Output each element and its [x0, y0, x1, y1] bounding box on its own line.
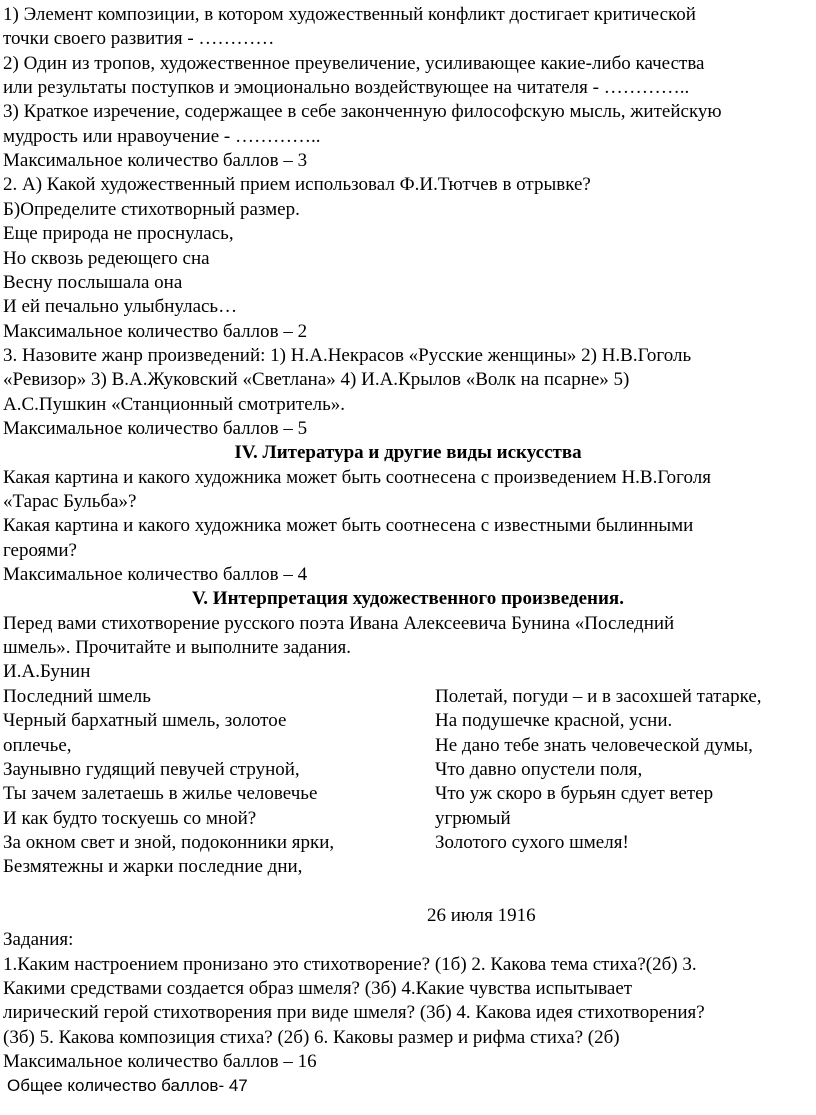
text-line: Какая картина и какого художника может быть соотнесена с произведением Н.В.Гоголя — [3, 466, 711, 488]
text-line: лирический герой стихотворения при виде шмеля? (3б) 4. Какова идея стихотворения? — [3, 1002, 705, 1024]
text-line: (3б) 5. Какова композиция стиха? (2б) 6. Каковы размер и рифма стиха? (2б) — [3, 1026, 620, 1048]
text-line: «Тарас Бульба»? — [3, 491, 137, 512]
text-line: Максимальное количество баллов – 4 — [3, 564, 308, 586]
text-line: 1) Элемент композиции, в котором художественный конфликт достигает критической — [3, 4, 696, 25]
text-line: Но сквозь редеющего сна — [3, 247, 210, 269]
poem-line-left: Ты зачем залетаешь в жилье человечье — [3, 783, 318, 805]
poem-line-left: Безмятежны и жарки последние дни, — [3, 856, 303, 878]
poem-line-right: Не дано тебе знать человеческой думы, — [435, 734, 753, 756]
text-line: Перед вами стихотворение русского поэта Ивана Алексеевича Бунина «Последний — [3, 612, 675, 634]
poem-line-left: И как будто тоскуешь со мной? — [3, 807, 257, 829]
text-line: И.А.Бунин — [3, 661, 91, 683]
poem-line-left: Заунывно гудящий певучей струной, — [3, 758, 300, 780]
poem-line-right: На подушечке красной, усни. — [435, 710, 673, 732]
text-line: 2. А) Какой художественный прием использовал Ф.И.Тютчев в отрывке? — [3, 174, 591, 196]
text-line: 1.Каким настроением пронизано это стихотворение? (1б) 2. Какова тема стиха?(2б) 3. — [3, 953, 697, 975]
poem-line-left: оплечье, — [3, 734, 72, 756]
text-line: точки своего развития - ………… — [3, 28, 275, 50]
poem-line-left: Черный бархатный шмель, золотое — [3, 710, 287, 732]
text-line: И ей печально улыбнулась… — [3, 296, 238, 318]
poem-line-right: Что уж скоро в бурьян сдует ветер — [435, 783, 714, 805]
text-line: 3. Назовите жанр произведений: 1) Н.А.Некрасов «Русские женщины» 2) Н.В.Гоголь — [3, 344, 692, 366]
text-line: «Ревизор» 3) В.А.Жуковский «Светлана» 4) И.А.Крылов «Волк на псарне» 5) — [3, 369, 630, 391]
section-heading: IV. Литература и другие виды искусства — [234, 442, 582, 464]
text-line: Максимальное количество баллов – 2 — [3, 320, 308, 342]
text-line: героями? — [3, 539, 77, 561]
text-line: Весну послышала она — [3, 271, 183, 293]
poem-line-right: Золотого сухого шмеля! — [435, 831, 629, 853]
text-line: шмель». Прочитайте и выполните задания. — [3, 637, 352, 659]
text-line: Б)Определите стихотворный размер. — [3, 198, 300, 220]
poem-date: 26 июля 1916 — [427, 904, 536, 926]
text-line: 2) Один из тропов, художественное преувеличение, усиливающее какие-либо качества — [3, 52, 705, 74]
section-heading: V. Интерпретация художественного произведения. — [192, 588, 624, 610]
text-line: Еще природа не проснулась, — [3, 223, 234, 245]
text-line: Какая картина и какого художника может быть соотнесена с известными былинными — [3, 515, 694, 537]
total-score: Общее количество баллов- 47 — [7, 1076, 248, 1096]
text-line: Максимальное количество баллов – 16 — [3, 1051, 317, 1073]
text-line: А.С.Пушкин «Станционный смотритель». — [3, 393, 346, 415]
poem-line-left: За окном свет и зной, подоконники ярки, — [3, 831, 335, 853]
text-line: мудрость или нравоучение - ………….. — [3, 125, 321, 147]
text-line: Максимальное количество баллов – 3 — [3, 150, 308, 172]
poem-line-right: Полетай, погуди – и в засохшей татарке, — [435, 685, 762, 707]
poem-line-right: угрюмый — [435, 807, 511, 829]
text-line: или результаты поступков и эмоционально воздействующее на читателя - ………….. — [3, 77, 690, 99]
text-line: Задания: — [3, 929, 74, 951]
poem-line-left: Последний шмель — [3, 685, 151, 707]
text-line: Максимальное количество баллов – 5 — [3, 417, 308, 439]
poem-line-right: Что давно опустели поля, — [435, 758, 643, 780]
text-line: Какими средствами создается образ шмеля? (3б) 4.Какие чувства испытывает — [3, 978, 633, 999]
text-line: 3) Краткое изречение, содержащее в себе законченную философскую мысль, житейскую — [3, 101, 722, 123]
